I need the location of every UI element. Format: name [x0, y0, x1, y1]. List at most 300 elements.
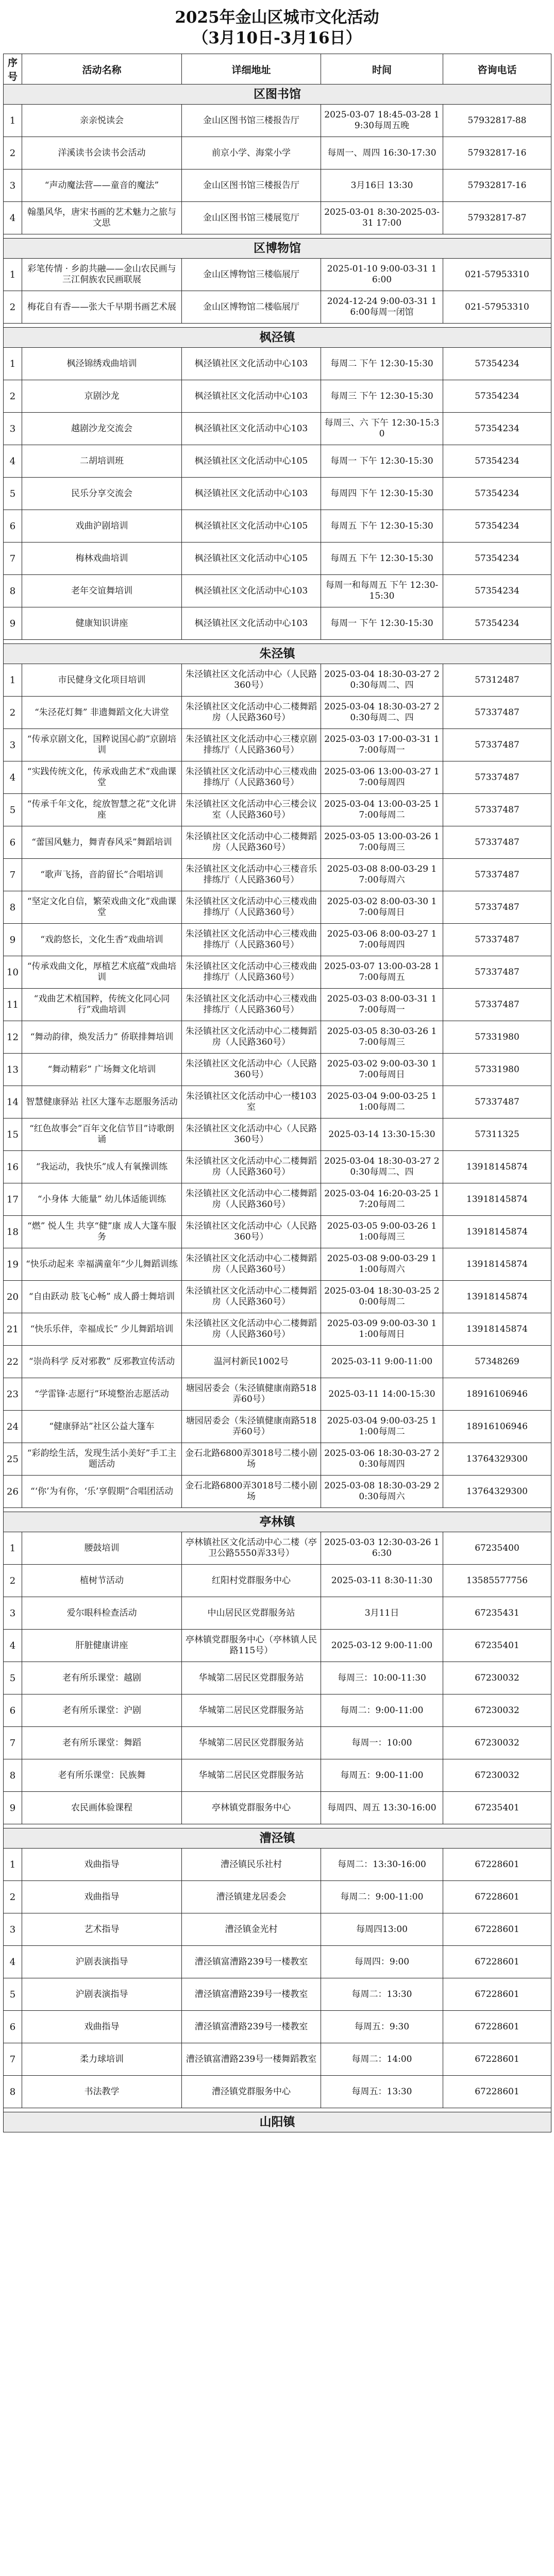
activity-name-cell: 戏曲指导: [22, 2011, 182, 2043]
section-spacer-cell: [4, 324, 551, 328]
time-cell: 每周二：13:30: [321, 1978, 443, 2011]
activity-name-cell: “舞动韵律，焕发活力” 侨联排舞培训: [22, 1021, 182, 1054]
activity-name-cell: 越剧沙龙交流会: [22, 413, 182, 445]
phone-cell: 57354234: [443, 510, 551, 543]
time-cell: 2025-03-05 13:00-03-26 17:00每周三: [321, 826, 443, 859]
table-row: [4, 1151, 551, 1183]
time-cell: 每周二：13:30-16:00: [321, 1849, 443, 1881]
section-spacer: [4, 1508, 551, 1512]
seq-cell: 16: [4, 1151, 22, 1183]
activity-name-cell: 柔力球培训: [22, 2043, 182, 2076]
phone-cell: 57354234: [443, 413, 551, 445]
address-cell: 朱泾镇社区文化活动中心（人民路360号）: [182, 1118, 321, 1151]
activity-name-cell: “朱泾花灯舞” 非遗舞蹈文化大讲堂: [22, 697, 182, 729]
time-cell: 2025-03-04 18:30-03-27 20:30每周二、四: [321, 1151, 443, 1183]
time-cell: 每周二：9:00-11:00: [321, 1694, 443, 1727]
section-spacer-cell: [4, 1824, 551, 1828]
address-cell: 漕泾镇富漕路239号一楼教室: [182, 1978, 321, 2011]
phone-cell: 57348269: [443, 1346, 551, 1378]
activity-name-cell: 戏曲沪剧培训: [22, 510, 182, 543]
address-cell: 枫泾镇社区文化活动中心105: [182, 543, 321, 575]
phone-cell: 67230032: [443, 1727, 551, 1759]
table-row: [4, 259, 551, 291]
section-spacer: [4, 324, 551, 328]
address-cell: 朱泾镇社区文化活动中心三楼戏曲排练厅（人民路360号）: [182, 989, 321, 1021]
address-cell: 枫泾镇社区文化活动中心103: [182, 380, 321, 413]
phone-cell: 67228601: [443, 1946, 551, 1978]
table-row: [4, 859, 551, 891]
phone-cell: 13764329300: [443, 1476, 551, 1508]
seq-cell: 4: [4, 445, 22, 478]
table-row: [4, 1086, 551, 1118]
table-row: [4, 607, 551, 640]
section-title: 漕泾镇: [4, 1828, 551, 1849]
seq-cell: 3: [4, 413, 22, 445]
activity-name-cell: 腰鼓培训: [22, 1532, 182, 1565]
phone-cell: 67228601: [443, 2011, 551, 2043]
table-row: [4, 1759, 551, 1792]
phone-cell: 57331980: [443, 1021, 551, 1054]
phone-cell: 67235401: [443, 1792, 551, 1824]
activity-name-cell: 老年交谊舞培训: [22, 575, 182, 607]
section-header-row: [4, 84, 551, 105]
section-title: 枫泾镇: [4, 328, 551, 348]
time-cell: 2025-03-05 8:30-03-26 17:00每周三: [321, 1021, 443, 1054]
seq-cell: 2: [4, 1881, 22, 1913]
phone-cell: 67228601: [443, 1881, 551, 1913]
time-cell: 2025-03-07 18:45-03-28 19:30每周五晚: [321, 105, 443, 137]
address-cell: 朱泾镇社区文化活动中心二楼舞蹈房（人民路360号）: [182, 1313, 321, 1346]
phone-cell: 18916106946: [443, 1411, 551, 1443]
header-time: 时间: [321, 54, 443, 84]
table-row: [4, 2043, 551, 2076]
activity-name-cell: 植树节活动: [22, 1565, 182, 1597]
table-row: [4, 1281, 551, 1313]
activity-name-cell: 彩笔传情 · 乡韵共融——金山农民画与三江侗族农民画联展: [22, 259, 182, 291]
phone-cell: 57337487: [443, 956, 551, 989]
phone-cell: 13918145874: [443, 1151, 551, 1183]
time-cell: 2025-03-03 12:30-03-26 16:30: [321, 1532, 443, 1565]
time-cell: 3月16日 13:30: [321, 170, 443, 202]
table-row: [4, 1216, 551, 1248]
seq-cell: 26: [4, 1476, 22, 1508]
table-row: [4, 170, 551, 202]
activity-name-cell: 戏曲指导: [22, 1849, 182, 1881]
activity-name-cell: 爱尔眼科检查活动: [22, 1597, 182, 1630]
section-spacer-cell: [4, 2108, 551, 2112]
table-row: [4, 1694, 551, 1727]
phone-cell: 57337487: [443, 989, 551, 1021]
phone-cell: 13918145874: [443, 1216, 551, 1248]
address-cell: 漕泾镇富漕路239号一楼教室: [182, 2011, 321, 2043]
time-cell: 每周五：9:00-11:00: [321, 1759, 443, 1792]
activity-name-cell: “健康驿站”社区公益大篷车: [22, 1411, 182, 1443]
table-row: [4, 826, 551, 859]
section-spacer-cell: [4, 234, 551, 239]
phone-cell: 13918145874: [443, 1313, 551, 1346]
address-cell: 朱泾镇社区文化活动中心一楼103室: [182, 1086, 321, 1118]
table-row: [4, 1532, 551, 1565]
activity-table: [3, 54, 551, 2132]
phone-cell: 57331980: [443, 1054, 551, 1086]
seq-cell: 7: [4, 1727, 22, 1759]
seq-cell: 7: [4, 2043, 22, 2076]
seq-cell: 12: [4, 1021, 22, 1054]
activity-name-cell: 老有所乐课堂：民族舞: [22, 1759, 182, 1792]
section-spacer: [4, 2108, 551, 2112]
activity-name-cell: 健康知识讲座: [22, 607, 182, 640]
address-cell: 金石北路6800弄3018号二楼小剧场: [182, 1476, 321, 1508]
phone-cell: 18916106946: [443, 1378, 551, 1411]
address-cell: 华城第二居民区党群服务站: [182, 1759, 321, 1792]
seq-cell: 20: [4, 1281, 22, 1313]
phone-cell: 57337487: [443, 924, 551, 956]
address-cell: 朱泾镇社区文化活动中心三楼京剧排练厅（人民路360号）: [182, 729, 321, 761]
activity-name-cell: 艺术指导: [22, 1913, 182, 1946]
activity-name-cell: “声动魔法营——童音的魔法”: [22, 170, 182, 202]
address-cell: 朱泾镇社区文化活动中心二楼舞蹈房（人民路360号）: [182, 697, 321, 729]
table-row: [4, 2011, 551, 2043]
activity-name-cell: 民乐分享交流会: [22, 478, 182, 510]
table-row: [4, 1727, 551, 1759]
time-cell: 每周一：10:00: [321, 1727, 443, 1759]
address-cell: 朱泾镇社区文化活动中心三楼戏曲排练厅（人民路360号）: [182, 761, 321, 794]
phone-cell: 57337487: [443, 859, 551, 891]
seq-cell: 2: [4, 1565, 22, 1597]
address-cell: 亭林镇党群服务中心: [182, 1792, 321, 1824]
table-row: [4, 1881, 551, 1913]
phone-cell: 021-57953310: [443, 259, 551, 291]
activity-name-cell: “快乐乐伴，幸福成长” 少儿舞蹈培训: [22, 1313, 182, 1346]
phone-cell: 67228601: [443, 1913, 551, 1946]
time-cell: 2025-03-06 8:00-03-27 17:00每周四: [321, 924, 443, 956]
phone-cell: 57354234: [443, 607, 551, 640]
phone-cell: 57354234: [443, 445, 551, 478]
header-row: [4, 54, 551, 84]
address-cell: 朱泾镇社区文化活动中心（人民路360号）: [182, 1216, 321, 1248]
page-title: 2025年金山区城市文化活动: [175, 8, 379, 27]
activity-name-cell: “我运动，我快乐”成人有氧操训练: [22, 1151, 182, 1183]
address-cell: 金山区图书馆三楼展览厅: [182, 202, 321, 234]
activity-name-cell: “学雷锋·志愿行”环境整治志愿活动: [22, 1378, 182, 1411]
time-cell: 2025-03-08 8:00-03-29 17:00每周六: [321, 859, 443, 891]
phone-cell: 67228601: [443, 2043, 551, 2076]
table-row: [4, 1978, 551, 2011]
seq-cell: 6: [4, 826, 22, 859]
section-title: 区图书馆: [4, 84, 551, 105]
activity-name-cell: “舞动精彩” 广场舞文化培训: [22, 1054, 182, 1086]
phone-cell: 67230032: [443, 1759, 551, 1792]
table-row: [4, 1443, 551, 1476]
section-spacer: [4, 640, 551, 644]
activity-name-cell: 书法教学: [22, 2076, 182, 2108]
phone-cell: 57932817-16: [443, 137, 551, 170]
time-cell: 2025-03-04 18:30-03-27 20:30每周二、四: [321, 664, 443, 697]
phone-cell: 57337487: [443, 1086, 551, 1118]
phone-cell: 13918145874: [443, 1183, 551, 1216]
table-row: [4, 891, 551, 924]
table-row: [4, 445, 551, 478]
time-cell: 2025-03-04 18:30-03-27 20:30每周二、四: [321, 697, 443, 729]
seq-cell: 8: [4, 575, 22, 607]
seq-cell: 9: [4, 924, 22, 956]
address-cell: 金山区博物馆二楼临展厅: [182, 291, 321, 324]
seq-cell: 13: [4, 1054, 22, 1086]
phone-cell: 57932817-88: [443, 105, 551, 137]
seq-cell: 5: [4, 478, 22, 510]
address-cell: 漕泾镇富漕路239号一楼舞蹈教室: [182, 2043, 321, 2076]
table-row: [4, 761, 551, 794]
seq-cell: 23: [4, 1378, 22, 1411]
time-cell: 2025-03-05 9:00-03-26 11:00每周三: [321, 1216, 443, 1248]
seq-cell: 8: [4, 891, 22, 924]
phone-cell: 57354234: [443, 348, 551, 380]
seq-cell: 8: [4, 1759, 22, 1792]
section-spacer: [4, 1824, 551, 1828]
time-cell: 2025-03-06 13:00-03-27 17:00每周四: [321, 761, 443, 794]
seq-cell: 5: [4, 1978, 22, 2011]
seq-cell: 4: [4, 1630, 22, 1662]
time-cell: 2025-03-14 13:30-15:30: [321, 1118, 443, 1151]
activity-name-cell: 梅林戏曲培训: [22, 543, 182, 575]
section-spacer: [4, 234, 551, 239]
phone-cell: 57337487: [443, 891, 551, 924]
activity-name-cell: 亲亲悦读会: [22, 105, 182, 137]
seq-cell: 11: [4, 989, 22, 1021]
seq-cell: 25: [4, 1443, 22, 1476]
seq-cell: 9: [4, 607, 22, 640]
section-title: 朱泾镇: [4, 644, 551, 664]
table-row: [4, 989, 551, 1021]
phone-cell: 57337487: [443, 826, 551, 859]
time-cell: 2024-12-24 9:00-03-31 16:00每周一闭馆: [321, 291, 443, 324]
phone-cell: 57354234: [443, 543, 551, 575]
table-row: [4, 794, 551, 826]
address-cell: 枫泾镇社区文化活动中心103: [182, 348, 321, 380]
time-cell: 2025-03-04 18:30-03-25 20:00每周二: [321, 1281, 443, 1313]
time-cell: 每周五 下午 12:30-15:30: [321, 543, 443, 575]
header-seq: 序号: [4, 54, 22, 84]
section-header-row: [4, 1512, 551, 1532]
activity-name-cell: “自由跃动 肢飞心畅” 成人爵士舞培训: [22, 1281, 182, 1313]
time-cell: 每周四：9:00: [321, 1946, 443, 1978]
address-cell: 前京小学、海棠小学: [182, 137, 321, 170]
table-row: [4, 1849, 551, 1881]
section-spacer-cell: [4, 640, 551, 644]
address-cell: 朱泾镇社区文化活动中心二楼舞蹈房（人民路360号）: [182, 1151, 321, 1183]
seq-cell: 1: [4, 1849, 22, 1881]
time-cell: 2025-03-04 16:20-03-25 17:20每周二: [321, 1183, 443, 1216]
activity-name-cell: “‘你’为有你，‘乐’享假期”合唱团活动: [22, 1476, 182, 1508]
seq-cell: 5: [4, 1662, 22, 1694]
time-cell: 2025-03-04 9:00-03-25 11:00每周二: [321, 1411, 443, 1443]
activity-name-cell: 农民画体验课程: [22, 1792, 182, 1824]
activity-name-cell: “红色故事会”百年文化信节目”诗歌朗诵: [22, 1118, 182, 1151]
activity-name-cell: “传承京剧文化，国粹说国心韵”京剧培训: [22, 729, 182, 761]
section-header-row: [4, 328, 551, 348]
activity-name-cell: “戏韵悠长，文化生香”戏曲培训: [22, 924, 182, 956]
seq-cell: 4: [4, 202, 22, 234]
phone-cell: 67228601: [443, 1849, 551, 1881]
table-row: [4, 1946, 551, 1978]
time-cell: 2025-03-03 8:00-03-31 17:00每周一: [321, 989, 443, 1021]
phone-cell: 67235401: [443, 1630, 551, 1662]
seq-cell: 3: [4, 1913, 22, 1946]
table-row: [4, 413, 551, 445]
seq-cell: 2: [4, 291, 22, 324]
seq-cell: 22: [4, 1346, 22, 1378]
address-cell: 朱泾镇社区文化活动中心二楼舞蹈房（人民路360号）: [182, 826, 321, 859]
time-cell: 每周五 下午 12:30-15:30: [321, 510, 443, 543]
time-cell: 2025-03-02 9:00-03-30 17:00每周日: [321, 1054, 443, 1086]
address-cell: 朱泾镇社区文化活动中心三楼戏曲排练厅（人民路360号）: [182, 891, 321, 924]
table-row: [4, 1630, 551, 1662]
table-row: [4, 105, 551, 137]
activity-name-cell: “戏曲艺术植国粹，传统文化同心同行”戏曲培训: [22, 989, 182, 1021]
phone-cell: 67235431: [443, 1597, 551, 1630]
activity-name-cell: “快乐动起来 幸福满童年”少儿舞蹈训练: [22, 1248, 182, 1281]
address-cell: 朱泾镇社区文化活动中心（人民路360号）: [182, 1054, 321, 1086]
seq-cell: 19: [4, 1248, 22, 1281]
header-address: 详细地址: [182, 54, 321, 84]
phone-cell: 57932817-87: [443, 202, 551, 234]
table-row: [4, 1792, 551, 1824]
address-cell: 朱泾镇社区文化活动中心三楼音乐排练厅（人民路360号）: [182, 859, 321, 891]
address-cell: 枫泾镇社区文化活动中心105: [182, 445, 321, 478]
seq-cell: 2: [4, 697, 22, 729]
seq-cell: 3: [4, 170, 22, 202]
address-cell: 枫泾镇社区文化活动中心105: [182, 510, 321, 543]
time-cell: 每周四13:00: [321, 1913, 443, 1946]
phone-cell: 67228601: [443, 1978, 551, 2011]
phone-cell: 57337487: [443, 761, 551, 794]
seq-cell: 1: [4, 348, 22, 380]
activity-name-cell: 老有所乐课堂：沪剧: [22, 1694, 182, 1727]
phone-cell: 57354234: [443, 380, 551, 413]
time-cell: 2025-03-08 9:00-03-29 11:00每周六: [321, 1248, 443, 1281]
seq-cell: 1: [4, 105, 22, 137]
table-row: [4, 956, 551, 989]
activity-name-cell: 翰墨风华，唐宋书画的艺术魅力之旅与文思: [22, 202, 182, 234]
time-cell: 2025-01-10 9:00-03-31 16:00: [321, 259, 443, 291]
phone-cell: 57337487: [443, 697, 551, 729]
seq-cell: 9: [4, 1792, 22, 1824]
phone-cell: 57311325: [443, 1118, 551, 1151]
activity-name-cell: 肝脏健康讲座: [22, 1630, 182, 1662]
table-row: [4, 697, 551, 729]
address-cell: 金山区图书馆三楼报告厅: [182, 170, 321, 202]
seq-cell: 1: [4, 259, 22, 291]
address-cell: 枫泾镇社区文化活动中心103: [182, 413, 321, 445]
table-row: [4, 1118, 551, 1151]
seq-cell: 15: [4, 1118, 22, 1151]
seq-cell: 4: [4, 1946, 22, 1978]
activity-name-cell: 沪剧表演指导: [22, 1978, 182, 2011]
time-cell: 2025-03-11 9:00-11:00: [321, 1346, 443, 1378]
activity-name-cell: 戏曲指导: [22, 1881, 182, 1913]
table-body: [4, 84, 551, 2132]
header-activity-name: 活动名称: [22, 54, 182, 84]
seq-cell: 24: [4, 1411, 22, 1443]
section-header-row: [4, 239, 551, 259]
time-cell: 每周四、周五 13:30-16:00: [321, 1792, 443, 1824]
activity-name-cell: 沪剧表演指导: [22, 1946, 182, 1978]
phone-cell: 57354234: [443, 478, 551, 510]
address-cell: 朱泾镇社区文化活动中心二楼舞蹈房（人民路360号）: [182, 1021, 321, 1054]
time-cell: 每周一、周四 16:30-17:30: [321, 137, 443, 170]
phone-cell: 67228601: [443, 2076, 551, 2108]
seq-cell: 7: [4, 543, 22, 575]
activity-name-cell: “歌声飞扬，音韵留长”合唱培训: [22, 859, 182, 891]
time-cell: 每周三 下午 12:30-15:30: [321, 380, 443, 413]
phone-cell: 57312487: [443, 664, 551, 697]
table-row: [4, 543, 551, 575]
address-cell: 漕泾镇党群服务中心: [182, 2076, 321, 2108]
table-row: [4, 1346, 551, 1378]
seq-cell: 7: [4, 859, 22, 891]
activity-name-cell: “实践传统文化，传承戏曲艺术”戏曲课堂: [22, 761, 182, 794]
phone-cell: 57337487: [443, 794, 551, 826]
address-cell: 华城第二居民区党群服务站: [182, 1694, 321, 1727]
section-header-row: [4, 1828, 551, 1849]
table-row: [4, 1411, 551, 1443]
address-cell: 枫泾镇社区文化活动中心103: [182, 575, 321, 607]
address-cell: 朱泾镇社区文化活动中心（人民路360号）: [182, 664, 321, 697]
activity-name-cell: “传承戏曲文化，厚植艺术底蕴”戏曲培训: [22, 956, 182, 989]
time-cell: 2025-03-12 9:00-11:00: [321, 1630, 443, 1662]
activity-name-cell: 京剧沙龙: [22, 380, 182, 413]
table-row: [4, 1378, 551, 1411]
address-cell: 漕泾镇民乐社村: [182, 1849, 321, 1881]
phone-cell: 67230032: [443, 1662, 551, 1694]
address-cell: 朱泾镇社区文化活动中心二楼舞蹈房（人民路360号）: [182, 1248, 321, 1281]
activity-name-cell: “燃” 悦人生 共享“健”康 成人大篷车服务: [22, 1216, 182, 1248]
address-cell: 朱泾镇社区文化活动中心二楼舞蹈房（人民路360号）: [182, 1183, 321, 1216]
table-row: [4, 1597, 551, 1630]
activity-name-cell: 洋溪读书会读书会活动: [22, 137, 182, 170]
phone-cell: 57337487: [443, 729, 551, 761]
activity-name-cell: 老有所乐课堂：舞蹈: [22, 1727, 182, 1759]
seq-cell: 8: [4, 2076, 22, 2108]
time-cell: 每周三、六 下午 12:30-15:30: [321, 413, 443, 445]
section-title: 山阳镇: [4, 2112, 551, 2132]
table-row: [4, 478, 551, 510]
address-cell: 朱泾镇社区文化活动中心三楼戏曲排练厅（人民路360号）: [182, 924, 321, 956]
address-cell: 枫泾镇社区文化活动中心103: [182, 478, 321, 510]
phone-cell: 67235400: [443, 1532, 551, 1565]
table-row: [4, 137, 551, 170]
address-cell: 塘园居委会（朱泾镇健康南路518弄60号）: [182, 1411, 321, 1443]
activity-name-cell: “崇尚科学 反对邪教” 反邪教宣传活动: [22, 1346, 182, 1378]
section-header-row: [4, 2112, 551, 2132]
section-title: 亭林镇: [4, 1512, 551, 1532]
seq-cell: 18: [4, 1216, 22, 1248]
activity-name-cell: “蕾国风魅力，舞青春风采”舞蹈培训: [22, 826, 182, 859]
address-cell: 中山居民区党群服务站: [182, 1597, 321, 1630]
time-cell: 2025-03-07 13:00-03-28 17:00每周五: [321, 956, 443, 989]
time-cell: 2025-03-03 17:00-03-31 17:00每周一: [321, 729, 443, 761]
address-cell: 朱泾镇社区文化活动中心三楼戏曲排练厅（人民路360号）: [182, 956, 321, 989]
address-cell: 金石北路6800弄3018号二楼小剧场: [182, 1443, 321, 1476]
address-cell: 漕泾镇富漕路239号一楼教室: [182, 1946, 321, 1978]
address-cell: 温河村新民1002号: [182, 1346, 321, 1378]
activity-name-cell: 二胡培训班: [22, 445, 182, 478]
activity-name-cell: 智慧健康驿站 社区大篷车志愿服务活动: [22, 1086, 182, 1118]
seq-cell: 6: [4, 2011, 22, 2043]
phone-cell: 13918145874: [443, 1281, 551, 1313]
table-row: [4, 1476, 551, 1508]
table-row: [4, 1913, 551, 1946]
